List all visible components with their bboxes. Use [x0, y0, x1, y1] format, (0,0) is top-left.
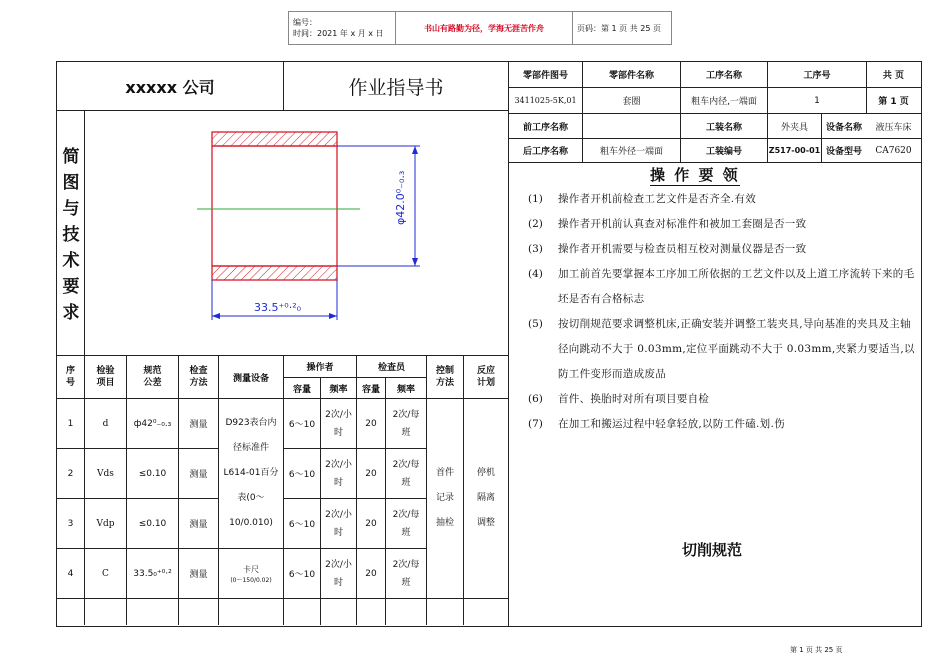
row-1-method: 测量	[189, 420, 208, 430]
part-drawing	[180, 120, 450, 330]
fixture-name-header: 工装名称	[705, 122, 742, 133]
essential-5-number: (5)	[528, 318, 543, 330]
seq-header: 序号	[65, 366, 75, 388]
essential-3-text: 操作者开机需要与检查员相互校对测量仪器是否一致	[558, 243, 807, 255]
row-3-in-capacity: 20	[365, 518, 377, 529]
row-4-in-frequency: 2次/每班	[392, 559, 420, 588]
essential-7-number: (7)	[528, 418, 543, 430]
row-4-item: C	[102, 568, 109, 579]
next-op-value: 粗车外径一端面	[599, 147, 663, 157]
operator-capacity-header: 容量	[292, 384, 311, 395]
row-1-in-capacity: 20	[365, 418, 377, 429]
row-2-spec: ≤0.10	[138, 468, 167, 479]
essential-6-text: 首件、换胎时对所有项目要自检	[558, 393, 710, 405]
doc-number-label: 编号：	[293, 18, 317, 27]
spec-header: 规范公差	[143, 366, 162, 388]
top-hatched-section	[212, 132, 337, 146]
op-no-value: 1	[814, 95, 820, 106]
row-1-item: d	[102, 418, 109, 429]
row-2-op-frequency: 2次/小时	[325, 459, 352, 488]
fixture-name-value: 外夹具	[780, 122, 808, 133]
row-1-op-frequency: 2次/小时	[325, 409, 352, 438]
row-4-in-capacity: 20	[365, 568, 377, 579]
document-title: 作业指导书	[348, 76, 444, 99]
company-name: xxxxx 公司	[125, 77, 215, 97]
operator-header: 操作者	[306, 363, 334, 373]
fixture-no-value: Z517-00-01	[768, 146, 821, 155]
op-no-header: 工序号	[803, 71, 831, 81]
row-2-in-frequency: 2次/每班	[392, 459, 420, 488]
essential-5-text: 按切削规范要求调整机床,正确安装并调整工装夹具,导向基准的夹具及主轴径向跳动不大于 0.03mm,定位平面跳动不大于 0.03mm,夹紧力要适当,以防工件变形而造成废品	[558, 318, 915, 380]
row-1-seq: 1	[67, 418, 74, 429]
page-value: 第 1 页	[878, 97, 909, 107]
essential-3-number: (3)	[528, 243, 543, 255]
row-1-spec: ф42⁰₋₀.₃	[133, 418, 172, 429]
essential-4-text: 加工前首先要掌握本工序加工所依据的工艺文件以及上道工序流转下来的毛坯是否有合格标志	[558, 268, 915, 305]
page-footer: 第 1 页 共 25 页	[790, 646, 843, 654]
essential-6-number: (6)	[528, 393, 543, 405]
row-1-in-frequency: 2次/每班	[392, 409, 420, 438]
row-4-op-frequency: 2次/小时	[325, 559, 352, 588]
inspector-capacity-header: 容量	[361, 384, 380, 395]
inspector-header: 检查员	[377, 363, 405, 373]
row-2-seq: 2	[67, 468, 74, 479]
prev-op-value	[583, 114, 680, 138]
row-4-op-capacity: 6～10	[288, 570, 316, 580]
row-3-op-capacity: 6～10	[288, 520, 316, 530]
row-3-item: Vdp	[96, 518, 115, 529]
equipment-model-header: 设备型号	[825, 147, 862, 157]
part-name-value: 套圈	[622, 97, 641, 107]
equipment-group-text: D923表台内径标准件L614-01百分表(0～10/0.010)	[223, 418, 279, 528]
essential-1-text: 操作者开机前检查工艺文件是否齐全.有效	[558, 193, 757, 205]
row-2-item: Vds	[97, 468, 114, 479]
row-2-op-capacity: 6～10	[288, 470, 316, 480]
part-no-header: 零部件图号	[522, 71, 568, 81]
part-no-value: 3411025-5K,01	[514, 96, 577, 105]
method-header: 检查方法	[189, 366, 208, 388]
prev-op-header: 前工序名称	[522, 122, 568, 133]
essential-1-number: (1)	[528, 193, 543, 205]
operator-frequency-header: 频率	[329, 384, 348, 395]
row-4-method: 测量	[189, 570, 208, 580]
length-dimension: 33.5⁺⁰·²₀	[254, 301, 302, 314]
row-3-seq: 3	[67, 518, 74, 529]
essential-7-text: 在加工和搬运过程中轻拿轻放,以防工件磕.划.伤	[558, 418, 785, 430]
essential-2-number: (2)	[528, 218, 543, 230]
page-info: 页码：第 1 页 共 25 页	[573, 12, 672, 45]
op-name-header: 工序名称	[705, 71, 742, 81]
essential-4-number: (4)	[528, 268, 543, 280]
date-label: 时间：2021 年 x 月 x 日	[293, 29, 384, 38]
op-name-value: 粗车内径,一端面	[691, 97, 757, 107]
cutting-spec-title: 切削规范	[682, 541, 743, 559]
bottom-hatched-section	[212, 266, 337, 280]
row-3-op-frequency: 2次/小时	[325, 509, 352, 538]
equipment-model-value: CA7620	[875, 145, 912, 156]
control-method: 首件记录抽检	[435, 468, 454, 528]
row-3-in-frequency: 2次/每班	[392, 509, 420, 538]
part-name-header: 零部件名称	[608, 71, 654, 81]
response-header: 反应计划	[476, 366, 495, 388]
row-2-in-capacity: 20	[365, 468, 377, 479]
total-pages-header: 共 页	[882, 71, 905, 81]
essentials-title: 操 作 要 领	[650, 166, 740, 184]
row-1-op-capacity: 6～10	[288, 420, 316, 430]
motto: 书山有路勤为径，学海无涯苦作舟	[396, 12, 573, 45]
row-3-method: 测量	[189, 520, 208, 530]
row-4-equipment: 卡尺	[243, 564, 259, 574]
fixture-no-header: 工装编号	[705, 147, 742, 157]
diameter-dimension: φ42.0⁰₋₀.₃	[394, 170, 407, 225]
control-header: 控制方法	[435, 366, 454, 388]
equipment-header: 测量设备	[232, 373, 269, 384]
top-header	[288, 11, 672, 45]
row-4-spec: 33.5₀⁺⁰·²	[133, 568, 172, 579]
row-4-equipment-range: (0～150/0.02)	[230, 576, 272, 584]
inspector-frequency-header: 频率	[396, 384, 415, 395]
equipment-name-value: 液压车床	[875, 122, 912, 133]
row-3-spec: ≤0.10	[138, 518, 167, 529]
row-2-method: 测量	[189, 470, 208, 480]
item-header: 检验项目	[96, 366, 115, 388]
row-4-seq: 4	[67, 568, 74, 579]
essential-2-text: 操作者开机前认真查对标准件和被加工套圈是否一致	[558, 218, 807, 230]
response-plan: 停机隔离调整	[476, 468, 495, 528]
next-op-header: 后工序名称	[522, 147, 568, 157]
side-label: 简图与技术要求	[62, 147, 80, 323]
equipment-name-header: 设备名称	[825, 122, 862, 133]
